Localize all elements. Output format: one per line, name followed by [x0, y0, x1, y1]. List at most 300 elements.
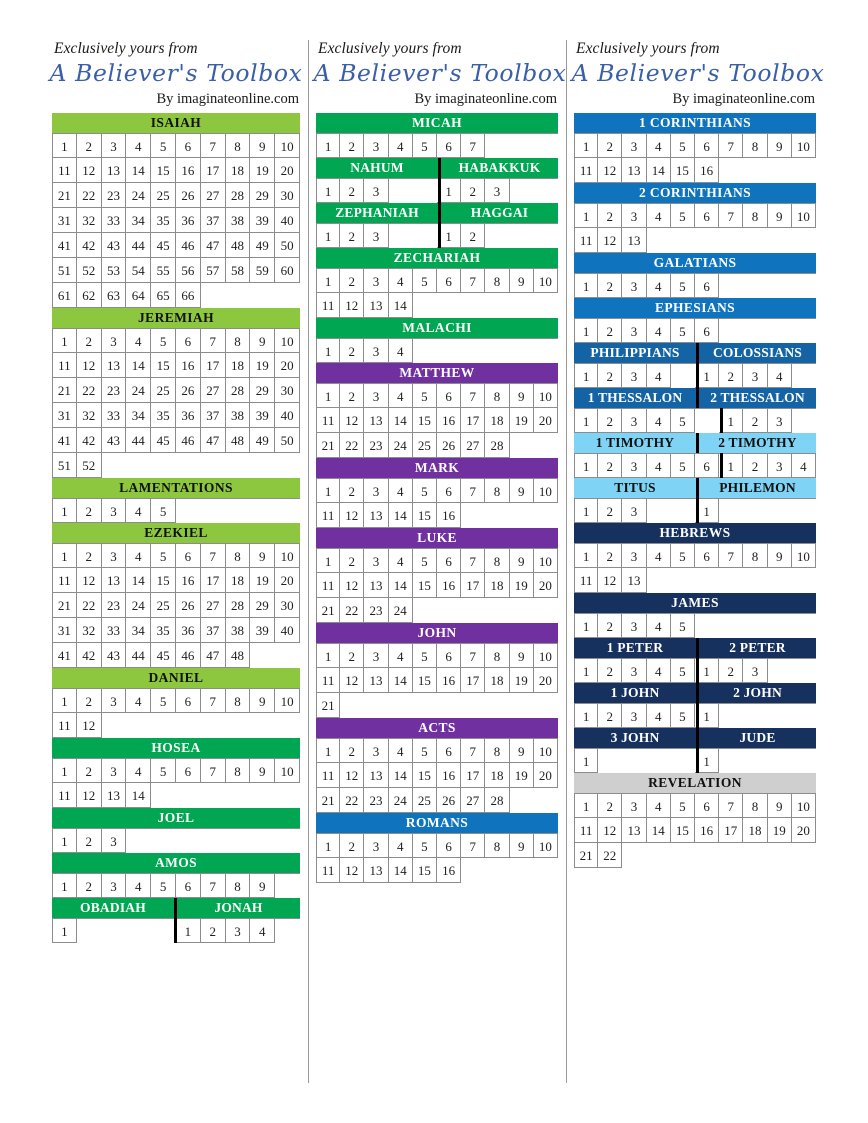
chapter-cell[interactable]: 2: [77, 688, 102, 713]
chapter-cell[interactable]: 31: [52, 403, 77, 428]
chapter-cell[interactable]: 40: [275, 618, 300, 643]
chapter-cell[interactable]: 15: [413, 763, 437, 788]
chapter-cell[interactable]: 1: [695, 498, 719, 523]
chapter-cell[interactable]: 2: [201, 918, 226, 943]
chapter-cell[interactable]: 4: [126, 543, 151, 568]
chapter-cell[interactable]: 16: [437, 573, 461, 598]
chapter-cell[interactable]: 6: [437, 643, 461, 668]
chapter-cell[interactable]: 2: [77, 828, 102, 853]
chapter-cell[interactable]: 7: [461, 833, 485, 858]
chapter-cell[interactable]: 13: [102, 783, 127, 808]
chapter-cell[interactable]: 27: [201, 593, 226, 618]
chapter-cell[interactable]: 1: [316, 223, 340, 248]
chapter-cell[interactable]: 9: [250, 758, 275, 783]
chapter-cell[interactable]: 12: [598, 818, 622, 843]
chapter-cell[interactable]: 12: [340, 573, 364, 598]
chapter-cell[interactable]: 1: [574, 273, 598, 298]
chapter-cell[interactable]: 12: [598, 568, 622, 593]
chapter-cell[interactable]: 2: [77, 133, 102, 158]
chapter-cell[interactable]: 1: [574, 748, 598, 773]
chapter-cell[interactable]: 1: [437, 223, 461, 248]
chapter-cell[interactable]: 35: [151, 208, 176, 233]
chapter-cell[interactable]: 18: [485, 763, 509, 788]
chapter-cell[interactable]: 2: [598, 363, 622, 388]
chapter-cell[interactable]: 39: [250, 618, 275, 643]
chapter-cell[interactable]: 7: [201, 133, 226, 158]
chapter-cell[interactable]: 1: [316, 383, 340, 408]
chapter-cell[interactable]: 13: [622, 158, 646, 183]
chapter-cell[interactable]: 6: [437, 133, 461, 158]
chapter-cell[interactable]: 45: [151, 643, 176, 668]
chapter-cell[interactable]: 10: [275, 328, 300, 353]
chapter-cell[interactable]: 4: [768, 363, 792, 388]
chapter-cell[interactable]: 14: [389, 668, 413, 693]
chapter-cell[interactable]: 23: [102, 183, 127, 208]
chapter-cell[interactable]: 1: [316, 738, 340, 763]
chapter-cell[interactable]: 8: [485, 738, 509, 763]
chapter-cell[interactable]: 20: [534, 573, 558, 598]
chapter-cell[interactable]: 2: [598, 703, 622, 728]
chapter-cell[interactable]: 3: [622, 543, 646, 568]
chapter-cell[interactable]: 2: [340, 133, 364, 158]
chapter-cell[interactable]: 19: [250, 568, 275, 593]
chapter-cell[interactable]: 3: [768, 453, 792, 478]
chapter-cell[interactable]: 8: [226, 133, 251, 158]
chapter-cell[interactable]: 20: [275, 158, 300, 183]
chapter-cell[interactable]: 43: [102, 643, 127, 668]
chapter-cell[interactable]: 36: [176, 618, 201, 643]
chapter-cell[interactable]: 3: [364, 643, 388, 668]
chapter-cell[interactable]: 6: [176, 873, 201, 898]
chapter-cell[interactable]: 3: [364, 178, 388, 203]
chapter-cell[interactable]: 47: [201, 233, 226, 258]
chapter-cell[interactable]: 4: [647, 273, 671, 298]
chapter-cell[interactable]: 1: [52, 758, 77, 783]
chapter-cell[interactable]: 5: [671, 793, 695, 818]
chapter-cell[interactable]: 3: [102, 133, 127, 158]
chapter-cell[interactable]: 11: [574, 228, 598, 253]
chapter-cell[interactable]: 15: [413, 503, 437, 528]
chapter-cell[interactable]: 47: [201, 428, 226, 453]
chapter-cell[interactable]: 9: [510, 268, 534, 293]
chapter-cell[interactable]: 5: [671, 453, 695, 478]
chapter-cell[interactable]: 2: [340, 643, 364, 668]
chapter-cell[interactable]: 2: [77, 543, 102, 568]
chapter-cell[interactable]: 42: [77, 233, 102, 258]
chapter-cell[interactable]: 17: [461, 763, 485, 788]
chapter-cell[interactable]: 16: [437, 858, 461, 883]
chapter-cell[interactable]: 18: [485, 668, 509, 693]
chapter-cell[interactable]: 55: [151, 258, 176, 283]
chapter-cell[interactable]: 8: [226, 688, 251, 713]
chapter-cell[interactable]: 4: [647, 453, 671, 478]
chapter-cell[interactable]: 33: [102, 618, 127, 643]
chapter-cell[interactable]: 7: [201, 688, 226, 713]
chapter-cell[interactable]: 48: [226, 233, 251, 258]
chapter-cell[interactable]: 3: [364, 338, 388, 363]
chapter-cell[interactable]: 5: [671, 408, 695, 433]
chapter-cell[interactable]: 64: [126, 283, 151, 308]
chapter-cell[interactable]: 12: [340, 668, 364, 693]
chapter-cell[interactable]: 18: [485, 573, 509, 598]
chapter-cell[interactable]: 6: [176, 758, 201, 783]
chapter-cell[interactable]: 1: [574, 363, 598, 388]
chapter-cell[interactable]: 3: [622, 203, 646, 228]
chapter-cell[interactable]: 54: [126, 258, 151, 283]
chapter-cell[interactable]: 4: [647, 658, 671, 683]
chapter-cell[interactable]: 13: [622, 568, 646, 593]
chapter-cell[interactable]: 2: [743, 453, 767, 478]
chapter-cell[interactable]: 14: [389, 503, 413, 528]
chapter-cell[interactable]: 10: [275, 758, 300, 783]
chapter-cell[interactable]: 10: [534, 478, 558, 503]
chapter-cell[interactable]: 1: [52, 328, 77, 353]
chapter-cell[interactable]: 8: [485, 268, 509, 293]
chapter-cell[interactable]: 37: [201, 403, 226, 428]
chapter-cell[interactable]: 2: [598, 453, 622, 478]
chapter-cell[interactable]: 2: [598, 273, 622, 298]
chapter-cell[interactable]: 31: [52, 618, 77, 643]
chapter-cell[interactable]: 65: [151, 283, 176, 308]
chapter-cell[interactable]: 12: [340, 763, 364, 788]
chapter-cell[interactable]: 29: [250, 378, 275, 403]
chapter-cell[interactable]: 21: [316, 598, 340, 623]
chapter-cell[interactable]: 1: [316, 833, 340, 858]
chapter-cell[interactable]: 28: [226, 593, 251, 618]
chapter-cell[interactable]: 1: [574, 133, 598, 158]
chapter-cell[interactable]: 3: [102, 543, 127, 568]
chapter-cell[interactable]: 5: [151, 873, 176, 898]
chapter-cell[interactable]: 3: [364, 268, 388, 293]
chapter-cell[interactable]: 3: [622, 273, 646, 298]
chapter-cell[interactable]: 22: [77, 593, 102, 618]
chapter-cell[interactable]: 5: [413, 268, 437, 293]
chapter-cell[interactable]: 4: [647, 133, 671, 158]
chapter-cell[interactable]: 6: [437, 268, 461, 293]
chapter-cell[interactable]: 4: [126, 498, 151, 523]
chapter-cell[interactable]: 7: [461, 383, 485, 408]
chapter-cell[interactable]: 7: [461, 643, 485, 668]
chapter-cell[interactable]: 2: [340, 383, 364, 408]
chapter-cell[interactable]: 14: [389, 408, 413, 433]
chapter-cell[interactable]: 13: [364, 668, 388, 693]
chapter-cell[interactable]: 2: [340, 338, 364, 363]
chapter-cell[interactable]: 11: [574, 568, 598, 593]
chapter-cell[interactable]: 25: [151, 378, 176, 403]
chapter-cell[interactable]: 49: [250, 233, 275, 258]
chapter-cell[interactable]: 1: [52, 918, 77, 943]
chapter-cell[interactable]: 40: [275, 208, 300, 233]
chapter-cell[interactable]: 3: [226, 918, 251, 943]
chapter-cell[interactable]: 39: [250, 403, 275, 428]
chapter-cell[interactable]: 21: [316, 433, 340, 458]
chapter-cell[interactable]: 10: [534, 643, 558, 668]
chapter-cell[interactable]: 22: [340, 598, 364, 623]
chapter-cell[interactable]: 2: [340, 738, 364, 763]
chapter-cell[interactable]: 3: [485, 178, 509, 203]
chapter-cell[interactable]: 26: [176, 378, 201, 403]
chapter-cell[interactable]: 20: [792, 818, 816, 843]
chapter-cell[interactable]: 50: [275, 233, 300, 258]
chapter-cell[interactable]: 63: [102, 283, 127, 308]
chapter-cell[interactable]: 11: [316, 858, 340, 883]
chapter-cell[interactable]: 44: [126, 233, 151, 258]
chapter-cell[interactable]: 1: [574, 453, 598, 478]
chapter-cell[interactable]: 6: [695, 203, 719, 228]
chapter-cell[interactable]: 33: [102, 403, 127, 428]
chapter-cell[interactable]: 2: [743, 408, 767, 433]
chapter-cell[interactable]: 4: [389, 268, 413, 293]
chapter-cell[interactable]: 19: [768, 818, 792, 843]
chapter-cell[interactable]: 11: [52, 568, 77, 593]
chapter-cell[interactable]: 15: [151, 568, 176, 593]
chapter-cell[interactable]: 15: [413, 668, 437, 693]
chapter-cell[interactable]: 2: [598, 613, 622, 638]
chapter-cell[interactable]: 24: [389, 788, 413, 813]
chapter-cell[interactable]: 23: [102, 593, 127, 618]
chapter-cell[interactable]: 18: [226, 353, 251, 378]
chapter-cell[interactable]: 11: [316, 763, 340, 788]
chapter-cell[interactable]: 13: [364, 858, 388, 883]
chapter-cell[interactable]: 6: [437, 383, 461, 408]
chapter-cell[interactable]: 38: [226, 403, 251, 428]
chapter-cell[interactable]: 26: [176, 593, 201, 618]
chapter-cell[interactable]: 37: [201, 208, 226, 233]
chapter-cell[interactable]: 6: [695, 133, 719, 158]
chapter-cell[interactable]: 3: [364, 478, 388, 503]
chapter-cell[interactable]: 48: [226, 643, 251, 668]
chapter-cell[interactable]: 16: [176, 568, 201, 593]
chapter-cell[interactable]: 42: [77, 643, 102, 668]
chapter-cell[interactable]: 43: [102, 233, 127, 258]
chapter-cell[interactable]: 32: [77, 403, 102, 428]
chapter-cell[interactable]: 14: [126, 158, 151, 183]
chapter-cell[interactable]: 3: [768, 408, 792, 433]
chapter-cell[interactable]: 6: [437, 833, 461, 858]
chapter-cell[interactable]: 38: [226, 208, 251, 233]
chapter-cell[interactable]: 12: [598, 158, 622, 183]
chapter-cell[interactable]: 13: [364, 503, 388, 528]
chapter-cell[interactable]: 2: [77, 498, 102, 523]
chapter-cell[interactable]: 24: [126, 378, 151, 403]
chapter-cell[interactable]: 2: [77, 758, 102, 783]
chapter-cell[interactable]: 7: [719, 203, 743, 228]
chapter-cell[interactable]: 1: [316, 338, 340, 363]
chapter-cell[interactable]: 31: [52, 208, 77, 233]
chapter-cell[interactable]: 9: [250, 873, 275, 898]
chapter-cell[interactable]: 19: [250, 353, 275, 378]
chapter-cell[interactable]: 4: [389, 338, 413, 363]
chapter-cell[interactable]: 45: [151, 428, 176, 453]
chapter-cell[interactable]: 7: [461, 548, 485, 573]
chapter-cell[interactable]: 9: [768, 793, 792, 818]
chapter-cell[interactable]: 1: [316, 178, 340, 203]
chapter-cell[interactable]: 25: [413, 788, 437, 813]
chapter-cell[interactable]: 7: [461, 268, 485, 293]
chapter-cell[interactable]: 24: [126, 593, 151, 618]
chapter-cell[interactable]: 48: [226, 428, 251, 453]
chapter-cell[interactable]: 1: [52, 873, 77, 898]
chapter-cell[interactable]: 5: [413, 133, 437, 158]
chapter-cell[interactable]: 6: [176, 133, 201, 158]
chapter-cell[interactable]: 27: [201, 378, 226, 403]
chapter-cell[interactable]: 21: [52, 378, 77, 403]
chapter-cell[interactable]: 57: [201, 258, 226, 283]
chapter-cell[interactable]: 8: [485, 478, 509, 503]
chapter-cell[interactable]: 3: [622, 453, 646, 478]
chapter-cell[interactable]: 8: [743, 543, 767, 568]
chapter-cell[interactable]: 16: [695, 818, 719, 843]
chapter-cell[interactable]: 17: [461, 573, 485, 598]
chapter-cell[interactable]: 6: [695, 318, 719, 343]
chapter-cell[interactable]: 3: [622, 363, 646, 388]
chapter-cell[interactable]: 4: [647, 543, 671, 568]
chapter-cell[interactable]: 13: [102, 568, 127, 593]
chapter-cell[interactable]: 53: [102, 258, 127, 283]
chapter-cell[interactable]: 2: [598, 543, 622, 568]
chapter-cell[interactable]: 5: [413, 833, 437, 858]
chapter-cell[interactable]: 6: [176, 543, 201, 568]
chapter-cell[interactable]: 20: [534, 408, 558, 433]
chapter-cell[interactable]: 28: [485, 788, 509, 813]
chapter-cell[interactable]: 66: [176, 283, 201, 308]
chapter-cell[interactable]: 7: [201, 758, 226, 783]
chapter-cell[interactable]: 12: [77, 158, 102, 183]
chapter-cell[interactable]: 7: [461, 478, 485, 503]
chapter-cell[interactable]: 25: [151, 183, 176, 208]
chapter-cell[interactable]: 2: [598, 318, 622, 343]
chapter-cell[interactable]: 39: [250, 208, 275, 233]
chapter-cell[interactable]: 1: [52, 543, 77, 568]
chapter-cell[interactable]: 23: [364, 598, 388, 623]
chapter-cell[interactable]: 14: [126, 568, 151, 593]
chapter-cell[interactable]: 1: [719, 408, 743, 433]
chapter-cell[interactable]: 1: [695, 748, 719, 773]
chapter-cell[interactable]: 13: [364, 573, 388, 598]
chapter-cell[interactable]: 16: [437, 408, 461, 433]
chapter-cell[interactable]: 3: [743, 658, 767, 683]
chapter-cell[interactable]: 10: [275, 543, 300, 568]
chapter-cell[interactable]: 3: [622, 703, 646, 728]
chapter-cell[interactable]: 12: [77, 568, 102, 593]
chapter-cell[interactable]: 16: [437, 763, 461, 788]
chapter-cell[interactable]: 41: [52, 428, 77, 453]
chapter-cell[interactable]: 4: [792, 453, 816, 478]
chapter-cell[interactable]: 3: [364, 833, 388, 858]
chapter-cell[interactable]: 11: [574, 818, 598, 843]
chapter-cell[interactable]: 8: [226, 543, 251, 568]
chapter-cell[interactable]: 11: [316, 668, 340, 693]
chapter-cell[interactable]: 10: [792, 793, 816, 818]
chapter-cell[interactable]: 34: [126, 208, 151, 233]
chapter-cell[interactable]: 37: [201, 618, 226, 643]
chapter-cell[interactable]: 4: [647, 203, 671, 228]
chapter-cell[interactable]: 17: [201, 353, 226, 378]
chapter-cell[interactable]: 5: [151, 498, 176, 523]
chapter-cell[interactable]: 9: [768, 203, 792, 228]
chapter-cell[interactable]: 42: [77, 428, 102, 453]
chapter-cell[interactable]: 8: [485, 548, 509, 573]
chapter-cell[interactable]: 17: [719, 818, 743, 843]
chapter-cell[interactable]: 3: [102, 758, 127, 783]
chapter-cell[interactable]: 3: [102, 688, 127, 713]
chapter-cell[interactable]: 22: [340, 433, 364, 458]
chapter-cell[interactable]: 46: [176, 428, 201, 453]
chapter-cell[interactable]: 3: [622, 613, 646, 638]
chapter-cell[interactable]: 23: [364, 788, 388, 813]
chapter-cell[interactable]: 2: [598, 203, 622, 228]
chapter-cell[interactable]: 3: [622, 133, 646, 158]
chapter-cell[interactable]: 16: [176, 353, 201, 378]
chapter-cell[interactable]: 6: [176, 688, 201, 713]
chapter-cell[interactable]: 20: [534, 763, 558, 788]
chapter-cell[interactable]: 5: [671, 133, 695, 158]
chapter-cell[interactable]: 8: [743, 133, 767, 158]
chapter-cell[interactable]: 11: [316, 573, 340, 598]
chapter-cell[interactable]: 7: [461, 133, 485, 158]
chapter-cell[interactable]: 51: [52, 258, 77, 283]
chapter-cell[interactable]: 35: [151, 618, 176, 643]
chapter-cell[interactable]: 7: [201, 328, 226, 353]
chapter-cell[interactable]: 11: [316, 503, 340, 528]
chapter-cell[interactable]: 17: [201, 158, 226, 183]
chapter-cell[interactable]: 21: [316, 788, 340, 813]
chapter-cell[interactable]: 4: [647, 703, 671, 728]
chapter-cell[interactable]: 1: [574, 543, 598, 568]
chapter-cell[interactable]: 23: [364, 433, 388, 458]
chapter-cell[interactable]: 10: [275, 688, 300, 713]
chapter-cell[interactable]: 1: [574, 203, 598, 228]
chapter-cell[interactable]: 22: [77, 183, 102, 208]
chapter-cell[interactable]: 30: [275, 593, 300, 618]
chapter-cell[interactable]: 2: [461, 223, 485, 248]
chapter-cell[interactable]: 1: [574, 703, 598, 728]
chapter-cell[interactable]: 9: [250, 688, 275, 713]
chapter-cell[interactable]: 5: [151, 688, 176, 713]
chapter-cell[interactable]: 34: [126, 618, 151, 643]
chapter-cell[interactable]: 2: [598, 793, 622, 818]
chapter-cell[interactable]: 2: [719, 363, 743, 388]
chapter-cell[interactable]: 17: [461, 668, 485, 693]
chapter-cell[interactable]: 8: [485, 643, 509, 668]
chapter-cell[interactable]: 43: [102, 428, 127, 453]
chapter-cell[interactable]: 4: [126, 328, 151, 353]
chapter-cell[interactable]: 11: [52, 353, 77, 378]
chapter-cell[interactable]: 3: [622, 498, 646, 523]
chapter-cell[interactable]: 1: [52, 498, 77, 523]
chapter-cell[interactable]: 7: [461, 738, 485, 763]
chapter-cell[interactable]: 40: [275, 403, 300, 428]
chapter-cell[interactable]: 6: [695, 543, 719, 568]
chapter-cell[interactable]: 56: [176, 258, 201, 283]
chapter-cell[interactable]: 12: [340, 503, 364, 528]
chapter-cell[interactable]: 1: [176, 918, 201, 943]
chapter-cell[interactable]: 14: [389, 763, 413, 788]
chapter-cell[interactable]: 22: [77, 378, 102, 403]
chapter-cell[interactable]: 22: [340, 788, 364, 813]
chapter-cell[interactable]: 9: [510, 738, 534, 763]
chapter-cell[interactable]: 1: [316, 133, 340, 158]
chapter-cell[interactable]: 15: [671, 158, 695, 183]
chapter-cell[interactable]: 4: [389, 133, 413, 158]
chapter-cell[interactable]: 44: [126, 643, 151, 668]
chapter-cell[interactable]: 10: [792, 543, 816, 568]
chapter-cell[interactable]: 15: [413, 858, 437, 883]
chapter-cell[interactable]: 1: [52, 133, 77, 158]
chapter-cell[interactable]: 11: [316, 293, 340, 318]
chapter-cell[interactable]: 41: [52, 233, 77, 258]
chapter-cell[interactable]: 1: [695, 703, 719, 728]
